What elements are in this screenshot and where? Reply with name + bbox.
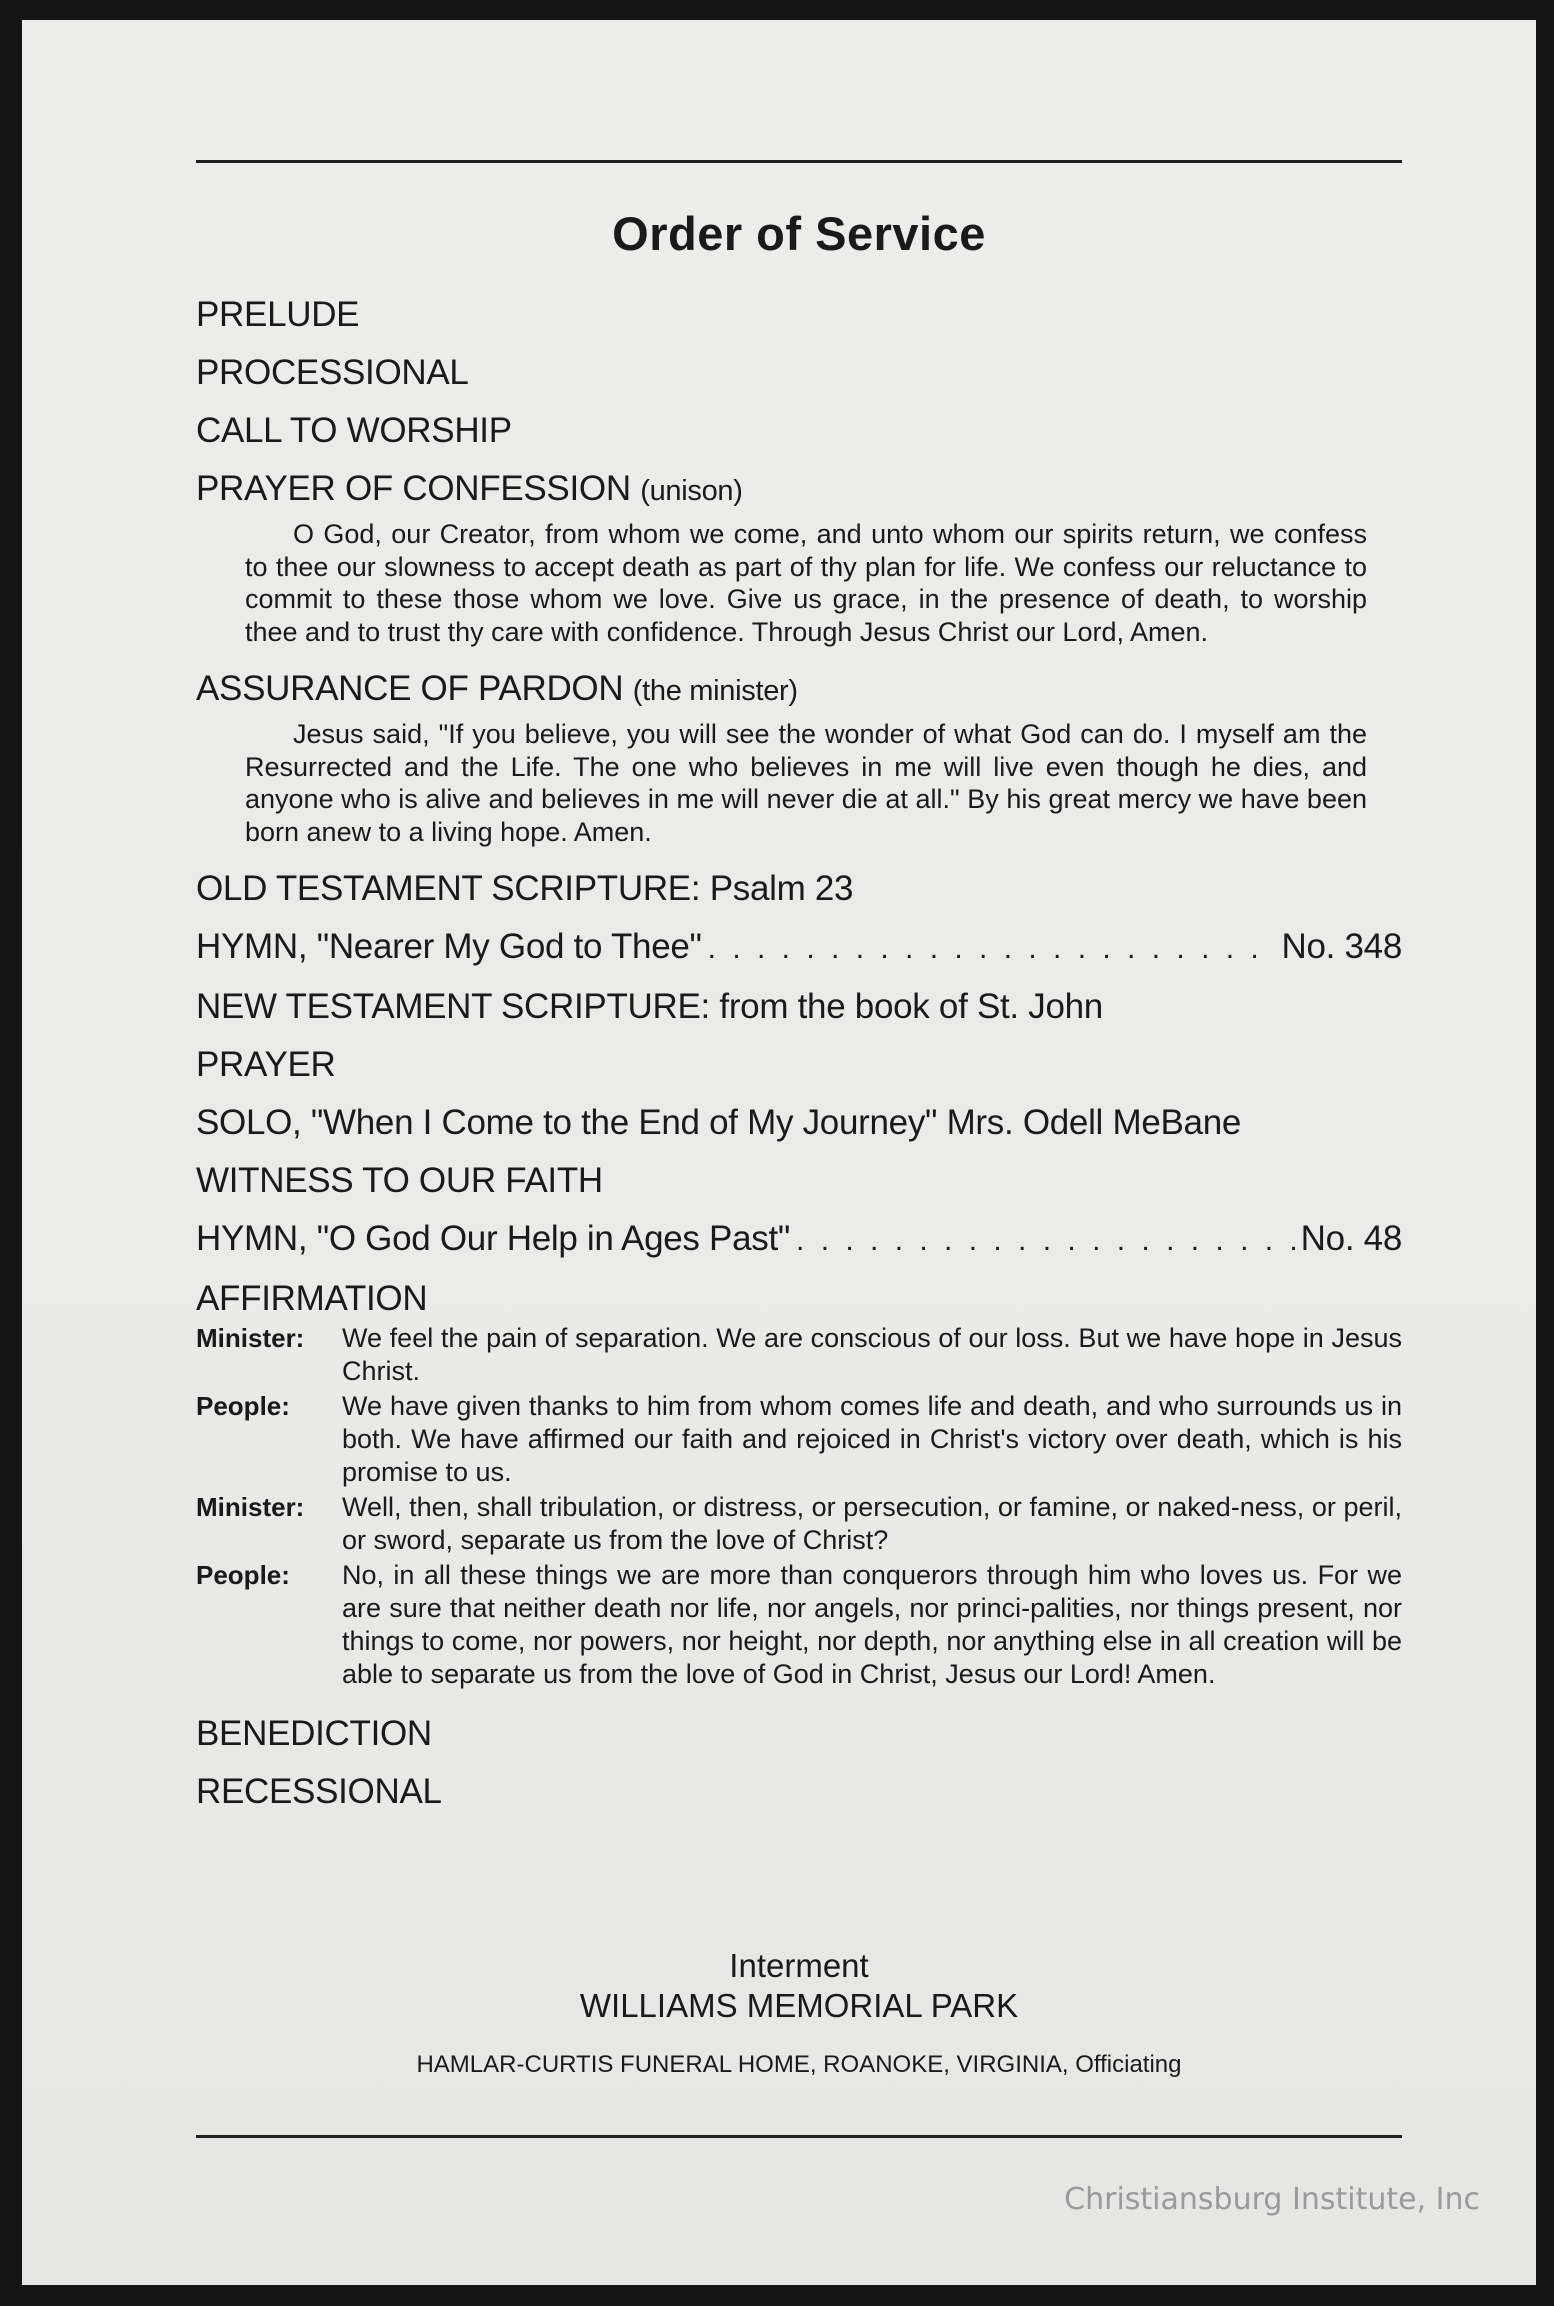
- item-witness: WITNESS TO OUR FAITH: [196, 1161, 603, 1200]
- speaker-label: People:: [196, 1391, 290, 1421]
- response-text: Well, then, shall tribulation, or distress, or persecution, or famine, or naked-ness, or peril, or sword, separate us from the love of Christ?: [342, 1492, 1402, 1555]
- item-prelude: PRELUDE: [196, 295, 360, 334]
- hymn-number: No. 48: [1300, 1219, 1402, 1258]
- item-benediction: BENEDICTION: [196, 1714, 432, 1753]
- interment-footer: [196, 1946, 1402, 2080]
- interment-label: Interment: [729, 1947, 869, 1984]
- item-detail: from the book of St. John: [719, 987, 1103, 1026]
- item-heading: ASSURANCE OF PARDON: [196, 669, 624, 708]
- item-hymn-o-god: [196, 1216, 1402, 1264]
- item-heading: OLD TESTAMENT SCRIPTURE:: [196, 869, 701, 908]
- response-text: We have given thanks to him from whom comes life and death, and who surrounds us in both. We have affirmed our faith and rejoiced in Christ's victory over death, which is his promise to us.: [342, 1391, 1402, 1487]
- affirmation-responses: [196, 1322, 1402, 1691]
- item-note: (the minister): [632, 675, 798, 707]
- speaker-label: People:: [196, 1560, 290, 1590]
- item-note: (unison): [640, 475, 743, 507]
- dot-leader: [796, 1218, 1295, 1264]
- confession-text: O God, our Creator, from whom we come, and unto whom our spirits return, we confess to thee our slowness to accept death as part of thy plan for life. We confess our reluctance to commit to these those whom we love. Give us grace, in the presence of death, to worship thee and to trust thy care with confidence. Through Jesus Christ our Lord, Amen.: [245, 519, 1367, 647]
- service-order: [196, 292, 1402, 1827]
- item-new-testament: [196, 984, 1402, 1030]
- item-heading: PRAYER OF CONFESSION: [196, 469, 631, 508]
- item-affirmation: AFFIRMATION: [196, 1279, 428, 1318]
- speaker-label: Minister:: [196, 1323, 305, 1353]
- speaker-label: Minister:: [196, 1492, 305, 1522]
- item-call-to-worship: CALL TO WORSHIP: [196, 411, 512, 450]
- bottom-rule: [196, 2135, 1402, 2138]
- item-detail: Psalm 23: [709, 869, 854, 908]
- response-row: [196, 1390, 1402, 1489]
- cemetery-name: WILLIAMS MEMORIAL PARK: [579, 1987, 1019, 2024]
- pardon-text: Jesus said, "If you believe, you will see the wonder of what God can do. I myself am the Resurrected and the Life. The one who believes in me will live even though he dies, and anyone who is alive and believes in me will never die at all." By his great mercy we have been born anew to a living hope. Amen.: [245, 719, 1367, 847]
- item-processional: PROCESSIONAL: [196, 353, 469, 392]
- page-title: Order of Service: [612, 207, 986, 260]
- response-row: [196, 1491, 1402, 1557]
- item-prayer-of-confession: [196, 466, 1402, 514]
- funeral-home: HAMLAR-CURTIS FUNERAL HOME, ROANOKE, VIRGINIA, Officiating: [416, 2051, 1182, 2078]
- response-text: We feel the pain of separation. We are conscious of our loss. But we have hope in Jesus Christ.: [342, 1323, 1402, 1386]
- hymn-number: No. 348: [1281, 927, 1402, 966]
- item-hymn-nearer: [196, 924, 1402, 972]
- item-recessional: RECESSIONAL: [196, 1772, 442, 1811]
- item-heading: NEW TESTAMENT SCRIPTURE:: [196, 987, 710, 1026]
- item-heading: HYMN, "O God Our Help in Ages Past": [196, 1219, 791, 1258]
- program-page: [22, 20, 1536, 2285]
- response-row: [196, 1322, 1402, 1388]
- item-prayer: PRAYER: [196, 1045, 336, 1084]
- response-text: No, in all these things we are more than conquerors through him who loves us. For we are sure that neither death nor life, nor angels, nor princi-palities, nor things present, nor things to come, nor powers, nor height, nor depth, nor anything else in all creation will be able to separate us from the love of God in Christ, Jesus our Lord! Amen.: [342, 1560, 1402, 1689]
- dot-leader: [708, 926, 1276, 972]
- item-old-testament: [196, 866, 1402, 912]
- item-assurance-of-pardon: [196, 666, 1402, 714]
- item-heading: HYMN, "Nearer My God to Thee": [196, 927, 702, 966]
- top-rule: [196, 160, 1402, 163]
- watermark-text: Christiansburg Institute, Inc: [1064, 2182, 1480, 2217]
- item-solo: SOLO, "When I Come to the End of My Journey" Mrs. Odell MeBane: [196, 1103, 1242, 1142]
- response-row: [196, 1559, 1402, 1691]
